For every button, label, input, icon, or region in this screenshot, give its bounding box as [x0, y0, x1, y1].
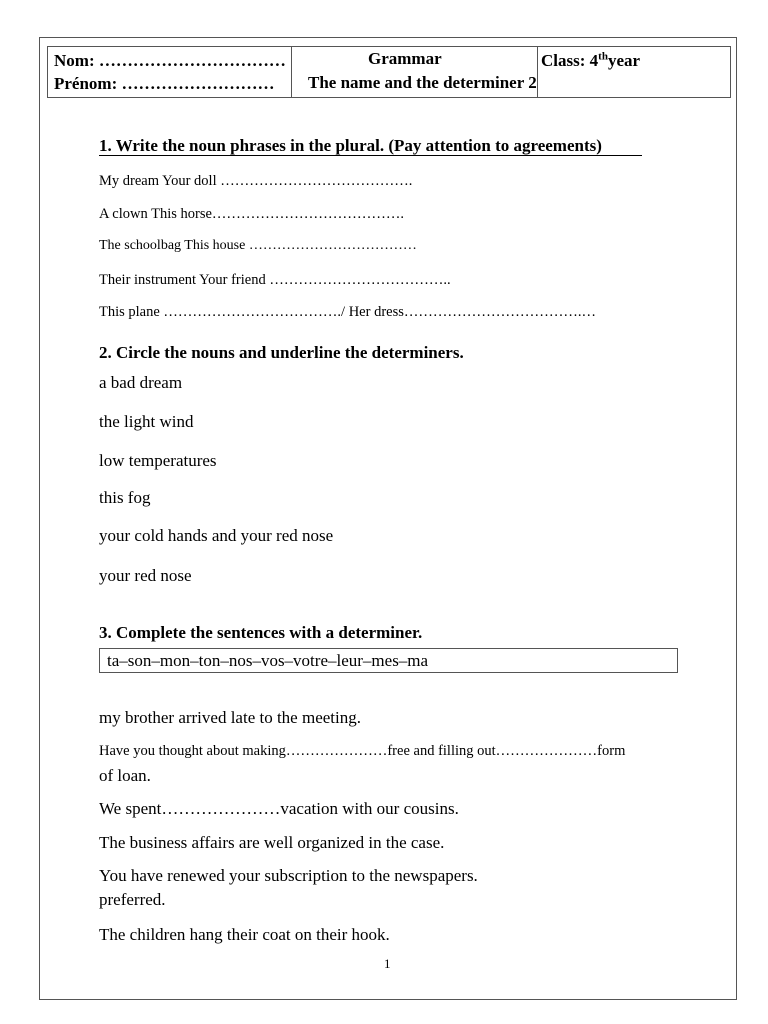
nom-field: Nom: ……………………………: [54, 51, 286, 70]
prenom-field: Prénom: ………………………: [54, 74, 275, 93]
section1-title: 1. Write the noun phrases in the plural. (Pay attention to agreements): [99, 136, 602, 155]
header-title-cell: [292, 47, 538, 97]
sentence-item: of loan.: [99, 766, 151, 785]
exercise1-line: Their instrument Your friend ………………………………..: [99, 272, 451, 288]
exercise1-line: My dream Your doll ………………………………….: [99, 173, 413, 189]
worksheet-subtitle: The name and the determiner 2: [308, 73, 537, 92]
sentence-item: preferred.: [99, 890, 166, 909]
sentence-item: We spent…………………vacation with our cousins.: [99, 799, 459, 818]
subject-title: Grammar: [368, 49, 442, 68]
section2-title: 2. Circle the nouns and underline the determiners.: [99, 343, 464, 362]
header-table: [47, 46, 731, 98]
section3-title: 3. Complete the sentences with a determiner.: [99, 623, 423, 642]
exercise1-line: The schoolbag This house ………………………………: [99, 238, 417, 253]
class-label: Class: 4thyear: [541, 50, 641, 70]
header-name-cell: [48, 47, 292, 97]
determiner-options-box: ta–son–mon–ton–nos–vos–votre–leur–mes–ma: [99, 648, 678, 673]
phrase-item: your cold hands and your red nose: [99, 526, 334, 545]
exercise1-line: This plane ………………………………./ Her dress……………………………….…: [99, 304, 596, 320]
phrase-item: your red nose: [99, 566, 192, 585]
sentence-item: Have you thought about making…………………free and filling out…………………form: [99, 743, 626, 759]
header-class-cell: [538, 47, 730, 97]
sentence-item: my brother arrived late to the meeting.: [99, 708, 361, 727]
page-number: 1: [384, 956, 391, 971]
exercise1-line: A clown This horse………………………………….: [99, 206, 405, 222]
phrase-item: the light wind: [99, 412, 194, 431]
phrase-item: this fog: [99, 488, 151, 507]
sentence-item: The children hang their coat on their hook.: [99, 925, 390, 944]
sentence-item: You have renewed your subscription to the newspapers.: [99, 866, 478, 885]
phrase-item: low temperatures: [99, 451, 217, 470]
phrase-item: a bad dream: [99, 373, 183, 392]
sentence-item: The business affairs are well organized in the case.: [99, 833, 445, 852]
section1-title-underline: [99, 155, 642, 156]
